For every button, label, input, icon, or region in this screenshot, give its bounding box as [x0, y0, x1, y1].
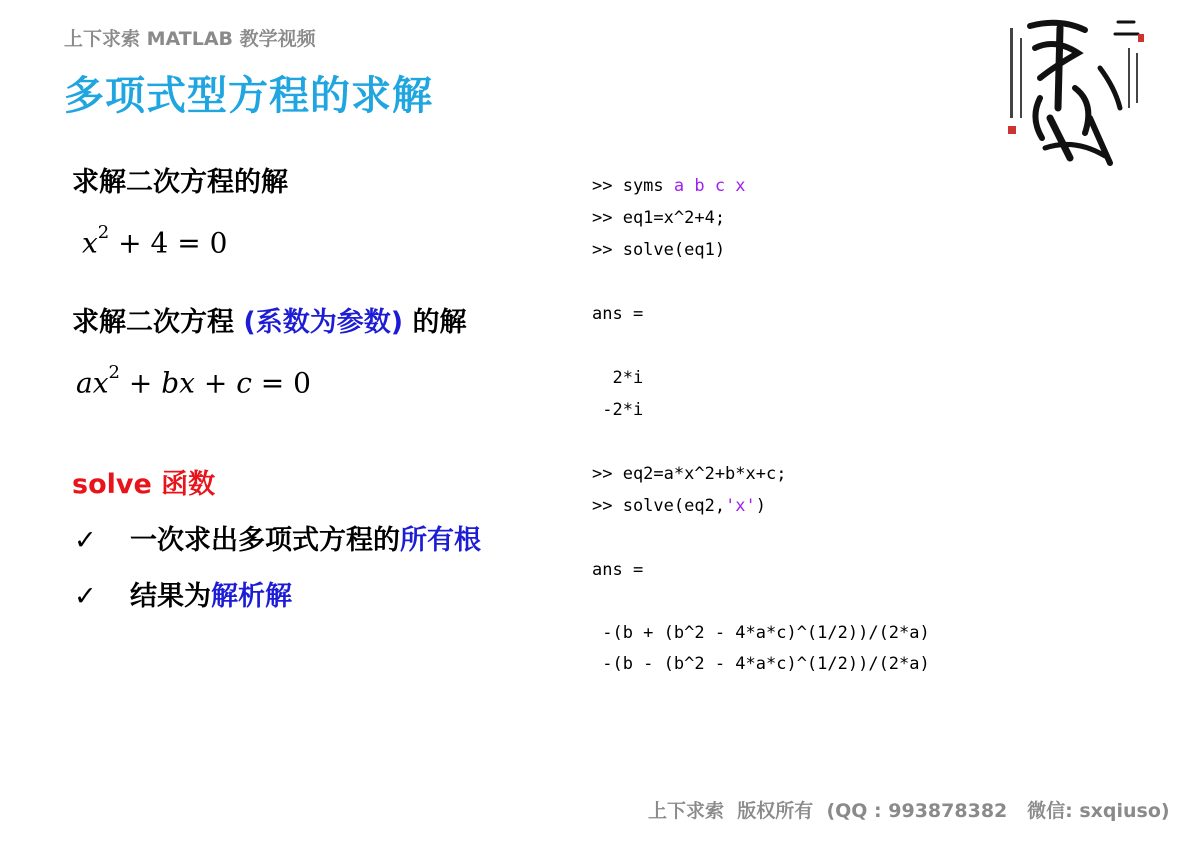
formula-2: $ax^2$ + bx + c = 0	[76, 362, 311, 400]
formula-1: $x^2 + 4 = 0$	[82, 222, 228, 260]
code-line-8: >> solve(eq2,'x')	[592, 496, 767, 516]
footer-copyright: 上下求索 版权所有 (QQ : 993878382 微信: sxqiuso)	[648, 800, 1170, 822]
page-title: 多项式型方程的求解	[64, 73, 433, 119]
code-line-3: >> solve(eq1)	[592, 240, 726, 260]
code-line-7: >> eq2=a*x^2+b*x+c;	[592, 464, 787, 484]
bullet-item: ✓ 一次求出多项式方程的所有根	[74, 525, 481, 556]
section-quadratic: 求解二次方程的解	[72, 167, 288, 198]
code-line-5: 2*i	[592, 368, 644, 388]
checkmark-icon: ✓	[74, 525, 97, 556]
highlight-params: (系数为参数)	[243, 307, 404, 338]
code-line-1: >> syms a b c x	[592, 176, 746, 196]
bullet-item: ✓ 结果为解析解	[74, 581, 292, 612]
solve-heading: solve 函数	[72, 469, 216, 500]
code-line-11: -(b - (b^2 - 4*a*c)^(1/2))/(2*a)	[592, 654, 930, 674]
section-quadratic-params: 求解二次方程 (系数为参数) 的解	[72, 307, 467, 338]
code-line-2: >> eq1=x^2+4;	[592, 208, 726, 228]
header-subtitle: 上下求索 MATLAB 教学视频	[64, 28, 316, 50]
code-line-9: ans =	[592, 560, 644, 580]
checkmark-icon: ✓	[74, 581, 97, 612]
code-line-10: -(b + (b^2 - 4*a*c)^(1/2))/(2*a)	[592, 623, 930, 643]
code-line-6: -2*i	[592, 400, 644, 420]
code-line-4: ans =	[592, 304, 644, 324]
seal-calligraphy-logo-icon	[1000, 8, 1150, 170]
